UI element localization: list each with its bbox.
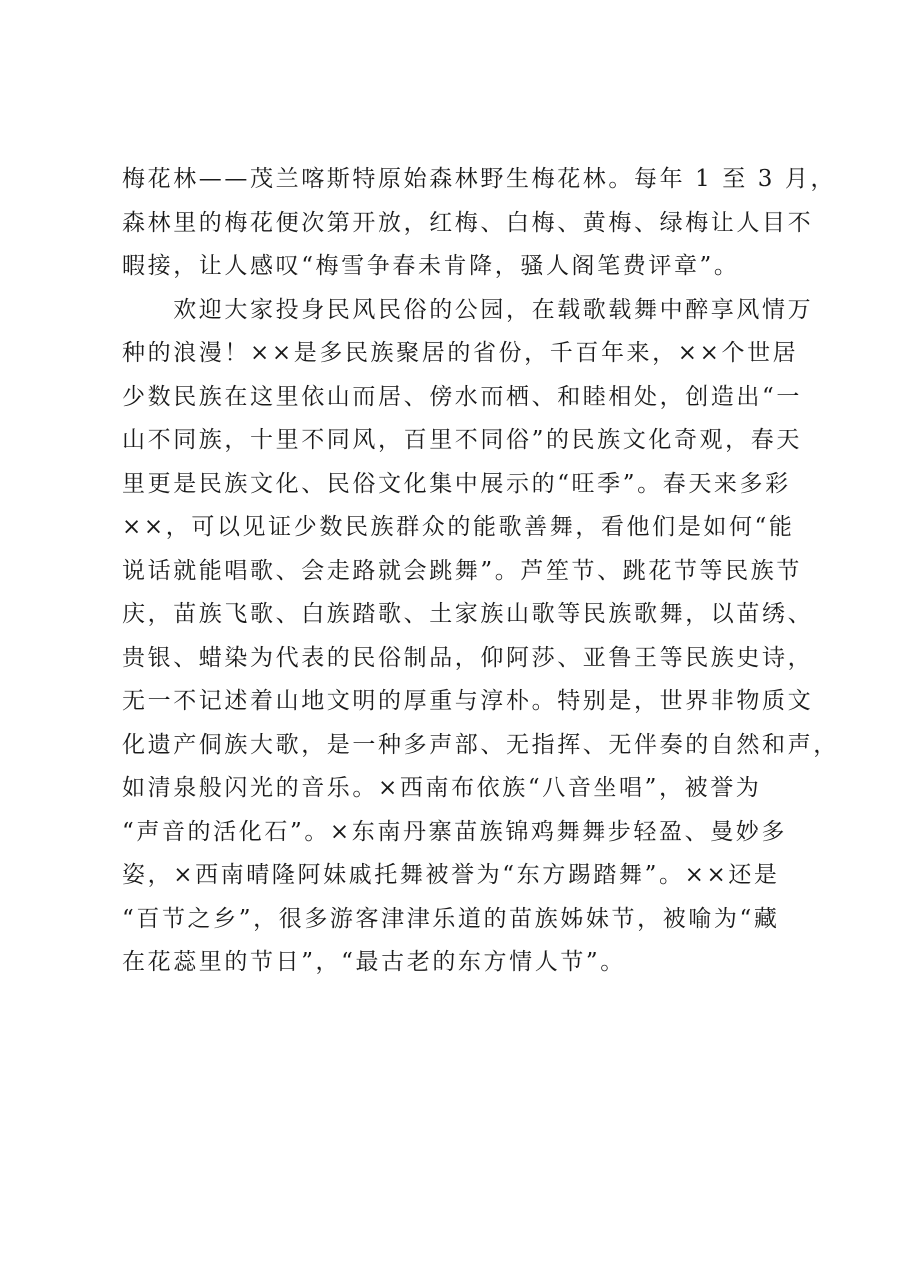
paragraph-1-line-1: 梅花林——茂兰喀斯特原始森林野生梅花林。每年 1 至 3 月， [122, 166, 837, 192]
paragraph-2-line-10: 无一不记述着山地文明的厚重与淳朴。特别是，世界非物质文 [122, 688, 814, 714]
paragraph-2-line-13: “声音的活化石”。×东南丹寨苗族锦鸡舞舞步轻盈、曼妙多 [122, 818, 787, 845]
paragraph-2-line-1: 欢迎大家投身民风民俗的公园，在载歌载舞中醉享风情万 [122, 296, 814, 323]
paragraph-2-line-8: 庆，苗族飞歌、白族踏歌、土家族山歌等民族歌舞，以苗绣、 [122, 601, 814, 627]
paragraph-2-line-11: 化遗产侗族大歌，是一种多声部、无指挥、无伴奏的自然和声， [122, 731, 839, 758]
paragraph-1-line-2: 森林里的梅花便次第开放，红梅、白梅、黄梅、绿梅让人目不 [122, 209, 814, 236]
paragraph-1-line-3: 暇接，让人感叹“梅雪争春未肯降，骚人阁笔费评章”。 [122, 253, 740, 279]
paragraph-2-line-12: 如清泉般闪光的音乐。×西南布依族“八音坐唱”，被誉为 [122, 775, 762, 801]
paragraph-2-line-4: 山不同族，十里不同风，百里不同俗”的民族文化奇观，春天 [122, 427, 802, 453]
paragraph-2-line-6: ××，可以见证少数民族群众的能歌善舞，看他们是如何“能 [122, 514, 795, 540]
paragraph-2-line-16: 在花蕊里的节日”，“最古老的东方情人节”。 [122, 949, 626, 975]
paragraph-2-line-9: 贵银、蜡染为代表的民俗制品，仰阿莎、亚鲁王等民族史诗， [122, 644, 814, 671]
paragraph-2-line-7: 说话就能唱歌、会走路就会跳舞”。芦笙节、跳花节等民族节 [122, 557, 802, 584]
paragraph-2-line-2: 种的浪漫！××是多民族聚居的省份，千百年来，××个世居 [122, 340, 799, 366]
paragraph-2-line-5: 里更是民族文化、民俗文化集中展示的“旺季”。春天来多彩 [122, 470, 791, 497]
body-text [122, 158, 839, 985]
paragraph-2-line-3: 少数民族在这里依山而居、傍水而栖、和睦相处，创造出“一 [122, 383, 802, 410]
paragraph-2-line-15: “百节之乡”，很多游客津津乐道的苗族姊妹节，被喻为“藏 [122, 905, 780, 932]
paragraph-2-line-14: 姿，×西南晴隆阿妹戚托舞被誉为“东方踢踏舞”。××还是 [122, 862, 780, 888]
